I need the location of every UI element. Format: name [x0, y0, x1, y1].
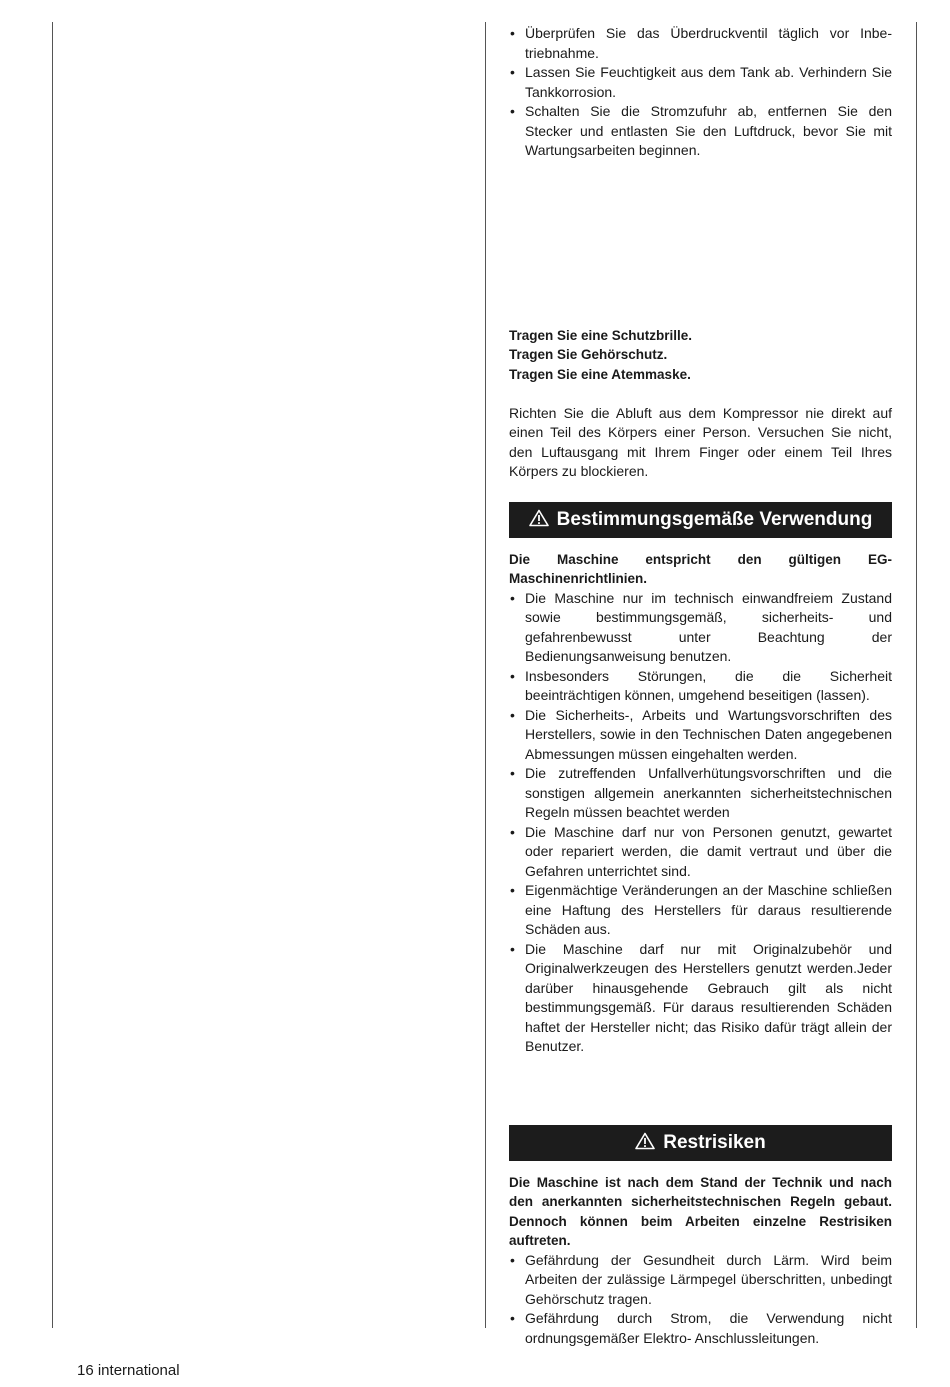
left-margin-rule — [52, 22, 53, 1328]
list-item: • Gefährdung der Gesundheit durch Lärm. Wird beim Arbeiten der zulässige Lärmpegel überschritten, unbedingt Gehörschutz tragen. — [509, 1251, 892, 1310]
residual-risks-list — [509, 1251, 892, 1349]
intended-use-list — [509, 589, 892, 1057]
list-item: • Die Maschine nur im technisch einwandfreiem Zustand sowie bestimmungsgemäß, sicherheits- und gefahrenbewusst unter Beachtung der Bedienungsanweisung benutzen. — [509, 589, 892, 667]
protection-mask: Tragen Sie eine Atemmaske. — [509, 366, 691, 382]
list-item: • Schalten Sie die Stromzufuhr ab, entfernen Sie den Stecker und entlasten Sie den Luftdruck, bevor Sie mit Wartungsarbeiten beginnen. — [509, 102, 892, 161]
maintenance-list — [509, 24, 892, 161]
list-item: • Die Sicherheits-, Arbeits und Wartungsvorschriften des Herstellers, sowie in den Technischen Daten angegebenen Abmessungen müssen eingehalten werden. — [509, 706, 892, 765]
page-footer: 16 international — [77, 1362, 180, 1379]
list-item: • Überprüfen Sie das Überdruckventil täglich vor Inbe-triebnahme. — [509, 24, 892, 63]
intended-use-heading — [509, 502, 892, 538]
list-item: • Lassen Sie Feuchtigkeit aus dem Tank ab. Verhindern Sie Tankkorrosion. — [509, 63, 892, 102]
protection-hearing: Tragen Sie Gehörschutz. — [509, 347, 668, 362]
residual-risks-title: Restrisiken — [663, 1131, 766, 1153]
center-column-rule — [485, 22, 486, 1328]
residual-risks-heading — [509, 1125, 892, 1161]
list-item: • Gefährdung durch Strom, die Verwendung nicht ordnungsgemäßer Elektro- Anschlussleitungen. — [509, 1309, 892, 1348]
residual-risks-intro: Die Maschine ist nach dem Stand der Technik und nach den anerkannten sicherheitstechnischen Regeln gebaut. Dennoch können beim Arbeiten einzelne Restrisiken auftreten. — [509, 1174, 892, 1248]
list-item: • Die Maschine darf nur mit Originalzubehör und Originalwerkzeugen des Herstellers genutzt werden.Jeder darüber hinausgehende Gebrauch gilt als nicht bestimmungsgemäß. Für daraus resultierenden Schäden haftet der Hersteller nicht; das Risiko dafür trägt allein der Benutzer. — [509, 940, 892, 1057]
list-item: • Eigenmächtige Veränderungen an der Maschine schließen eine Haftung des Herstellers für daraus resultierende Schäden aus. — [509, 881, 892, 940]
right-text-column — [509, 24, 892, 1348]
exhaust-paragraph: Richten Sie die Abluft aus dem Kompressor nie direkt auf einen Teil des Körpers einer Person. Versuchen Sie nicht, den Luftausgang mit Ihrem Finger oder einem Teil Ihres Körpers zu blockieren. — [509, 404, 892, 479]
intended-use-intro: Die Maschine entspricht den gültigen EG-Maschinenrichtlinien. — [509, 551, 892, 586]
intended-use-title: Bestimmungsgemäße Verwendung — [556, 508, 873, 530]
protection-block — [509, 326, 892, 385]
list-item: • Die Maschine darf nur von Personen genutzt, gewartet oder repariert werden, die damit vertraut und über die Gefahren unterrichtet sind. — [509, 823, 892, 882]
protection-goggles: Tragen Sie eine Schutzbrille. — [509, 327, 693, 343]
list-item: • Die zutreffenden Unfallverhütungsvorschriften und die sonstigen allgemein anerkannten sicherheitstechnischen Regeln müssen beachtet werden — [509, 764, 892, 823]
warning-triangle-icon — [529, 504, 549, 540]
right-margin-rule — [916, 22, 917, 1328]
warning-triangle-icon — [635, 1127, 655, 1163]
list-item: • Insbesonders Störungen, die die Sicherheit beeinträchtigen können, umgehend beseitigen (lassen). — [509, 667, 892, 706]
